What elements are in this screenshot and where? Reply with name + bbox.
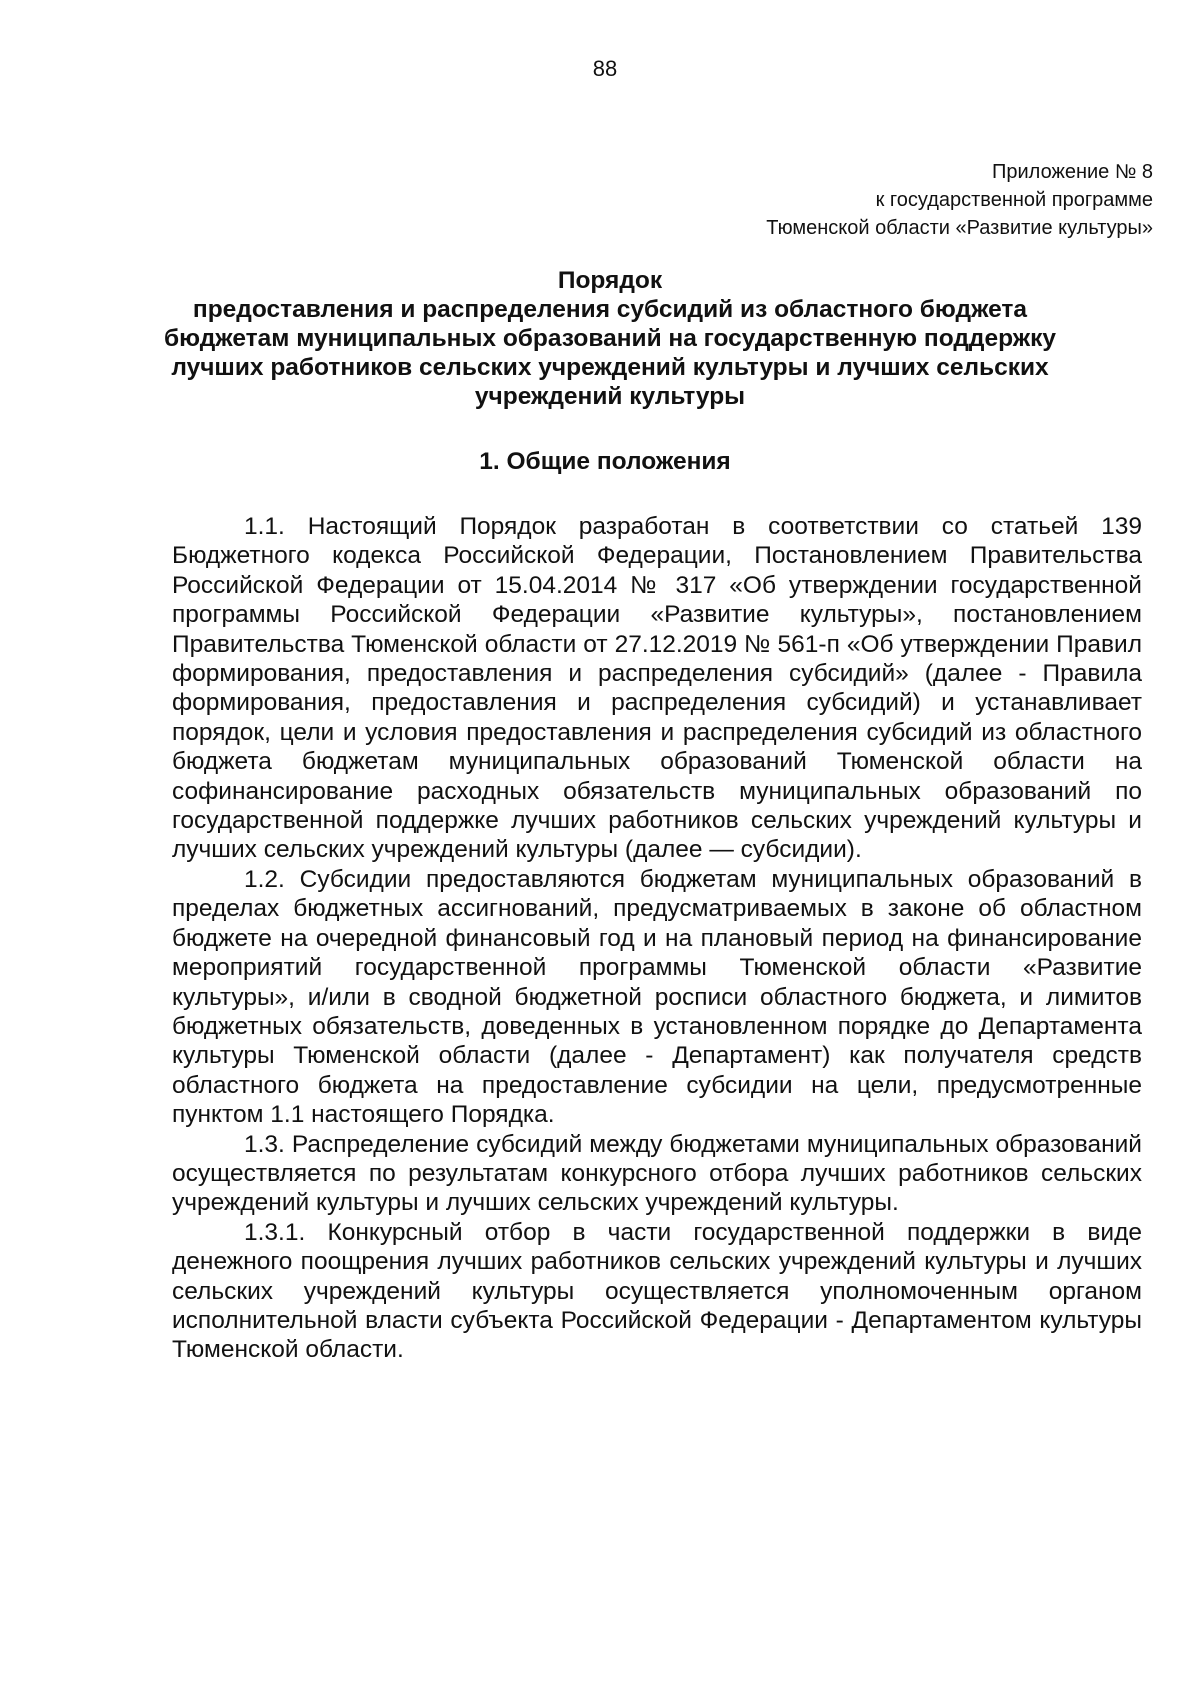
appendix-line: к государственной программе [875,189,1153,211]
appendix-note [766,158,1153,242]
page-number: 88 [592,56,618,81]
paragraph-1-2: 1.2. Субсидии предоставляются бюджетам муниципальных образований в пределах бюджетных ассигнований, предусматриваемых в законе об областном бюджете на очередной финансовый год и на плановый период на финансирование мероприятий государственной программы Тюменской области «Развитие культуры», и/или в сводной бюджетной росписи областного бюджета, и лимитов бюджетных обязательств, доведенных в установленном порядке до Департамента культуры Тюменской области (далее - Департамент) как получателя средств областного бюджета на предоставление субсидии на цели, предусмотренные пунктом 1.1 настоящего Порядка. [172,865,1142,1129]
appendix-line: Приложение № 8 [992,161,1153,183]
title-line: лучших работников сельских учреждений культуры и лучших сельских [171,354,1049,381]
title-line: учреждений культуры [474,383,746,410]
paragraph-1-3: 1.3. Распределение субсидий между бюджетами муниципальных образований осуществляется по результатам конкурсного отбора лучших работников сельских учреждений культуры и лучших сельских учреждений культуры. [172,1130,1142,1217]
appendix-line: Тюменской области «Развитие культуры» [766,217,1153,239]
section-heading: 1. Общие положения [479,448,731,475]
paragraph-1-3-1: 1.3.1. Конкурсный отбор в части государственной поддержки в виде денежного поощрения лучших работников сельских учреждений культуры и лучших сельских учреждений культуры осуществляется уполномоченным органом исполнительной власти субъекта Российской Федерации - Департаментом культуры Тюменской области. [172,1218,1142,1364]
title-line: предоставления и распределения субсидий из областного бюджета [192,296,1028,323]
section-body [172,512,1142,1365]
paragraph-1-1: 1.1. Настоящий Порядок разработан в соответствии со статьей 139 Бюджетного кодекса Российской Федерации, Постановлением Правительства Российской Федерации от 15.04.2014 № 317 «Об утверждении государственной программы Российской Федерации «Развитие культуры», постановлением Правительства Тюменской области от 27.12.2019 № 561-п «Об утверждении Правил формирования, предоставления и распределения субсидий» (далее - Правила формирования, предоставления и распределения субсидий) и устанавливает порядок, цели и условия предоставления и распределения субсидий из областного бюджета бюджетам муниципальных образований Тюменской области на софинансирование расходных обязательств муниципальных образований по государственной поддержке лучших работников сельских учреждений культуры и лучших сельских учреждений культуры (далее — субсидии). [172,513,1142,864]
title-line: бюджетам муниципальных образований на государственную поддержку [164,325,1056,352]
document-title [150,266,1070,411]
title-line: Порядок [557,267,663,294]
